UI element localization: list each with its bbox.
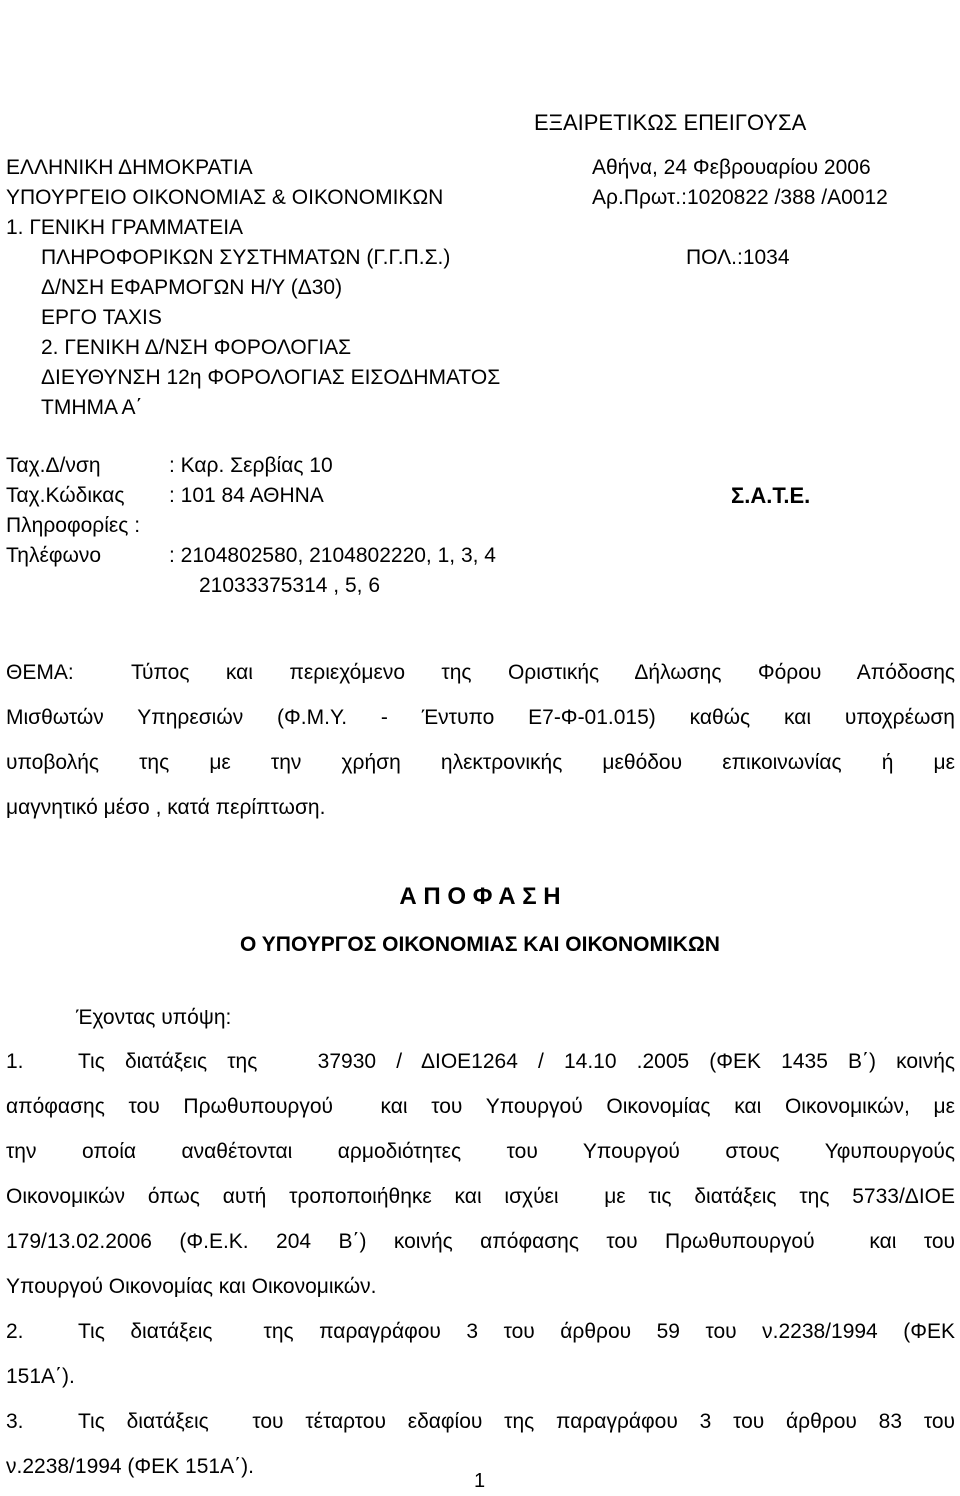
urgency-label: ΕΞΑΙΡΕΤΙΚΩΣ ΕΠΕΙΓΟΥΣΑ bbox=[534, 110, 807, 135]
document-date: Αθήνα, 24 Φεβρουαρίου 2006 bbox=[592, 156, 871, 179]
paragraph-3-line-2: ν.2238/1994 (ΦΕΚ 151Α΄). bbox=[6, 1455, 254, 1478]
phone-value-2: 21033375314 , 5, 6 bbox=[199, 574, 381, 597]
paragraph-1-line-3: την οποία αναθέτονται αρμοδιότητες του Υπουργού στους Υφυπουργούς bbox=[6, 1140, 955, 1163]
page-number: 1 bbox=[474, 1470, 486, 1492]
sender-line-5: Δ/ΝΣΗ ΕΦΑΡΜΟΓΩΝ Η/Υ (Δ30) bbox=[41, 276, 343, 299]
paragraph-1-line-2: απόφασης του Πρωθυπουργού και του Υπουργού Οικονομίας και Οικονομικών, με bbox=[6, 1095, 955, 1118]
postcode-label: Ταχ.Κώδικας bbox=[6, 484, 125, 507]
subject-line-1: Τύπος και περιεχόμενο της Οριστικής Δήλωσης Φόρου Απόδοσης bbox=[131, 661, 955, 684]
subject-line-2: Μισθωτών Υπηρεσιών (Φ.Μ.Υ. - Έντυπο Ε7-Φ-01.015) καθώς και υποχρέωση bbox=[6, 706, 955, 729]
subject-line-3: υποβολής της με την χρήση ηλεκτρονικής μεθόδου επικοινωνίας ή με bbox=[6, 751, 955, 774]
address-label: Ταχ.Δ/νση bbox=[6, 454, 101, 477]
considering-label: Έχοντας υπόψη: bbox=[76, 1006, 232, 1029]
paragraph-2-line-2: 151Α΄). bbox=[6, 1365, 75, 1388]
sender-line-2: ΥΠΟΥΡΓΕΙΟ ΟΙΚΟΝΟΜΙΑΣ & ΟΙΚΟΝΟΜΙΚΩΝ bbox=[6, 186, 444, 209]
phone-value: : 2104802580, 2104802220, 1, 3, 4 bbox=[169, 544, 496, 567]
paragraph-2-number: 2. bbox=[6, 1320, 24, 1343]
subject-label: ΘΕΜΑ: bbox=[6, 661, 74, 684]
paragraph-1-line-6: Υπουργού Οικονομίας και Οικονομικών. bbox=[6, 1275, 377, 1298]
sender-line-4: ΠΛΗΡΟΦΟΡΙΚΩΝ ΣΥΣΤΗΜΑΤΩΝ (Γ.Γ.Π.Σ.) bbox=[41, 246, 451, 269]
paragraph-3-line-1: Τις διατάξεις του τέταρτου εδαφίου της παραγράφου 3 του άρθρου 83 του bbox=[78, 1410, 955, 1433]
pol-number: ΠΟΛ.:1034 bbox=[686, 246, 790, 269]
subject-line-4: μαγνητικό μέσο , κατά περίπτωση. bbox=[6, 796, 326, 819]
paragraph-1-line-5: 179/13.02.2006 (Φ.Ε.Κ. 204 Β΄) κοινής απόφασης του Πρωθυπουργού και του bbox=[6, 1230, 955, 1253]
sender-line-9: ΤΜΗΜΑ Α΄ bbox=[41, 396, 143, 419]
sender-line-3: 1. ΓΕΝΙΚΗ ΓΡΑΜΜΑΤΕΙΑ bbox=[6, 216, 244, 239]
paragraph-1-line-4: Οικονομικών όπως αυτή τροποποιήθηκε και ισχύει με τις διατάξεις της 5733/ΔΙΟΕ bbox=[6, 1185, 955, 1208]
sender-line-8: ΔΙΕΥΘΥΝΣΗ 12η ΦΟΡΟΛΟΓΙΑΣ ΕΙΣΟΔΗΜΑΤΟΣ bbox=[41, 366, 501, 389]
decision-issuer: Ο ΥΠΟΥΡΓΟΣ ΟΙΚΟΝΟΜΙΑΣ ΚΑΙ ΟΙΚΟΝΟΜΙΚΩΝ bbox=[240, 933, 720, 956]
recipient: Σ.Α.Τ.Ε. bbox=[731, 483, 811, 508]
paragraph-2-line-1: Τις διατάξεις της παραγράφου 3 του άρθρου 59 του ν.2238/1994 (ΦΕΚ bbox=[78, 1320, 955, 1343]
protocol-number: Αρ.Πρωτ.:1020822 /388 /Α0012 bbox=[592, 186, 888, 209]
decision-heading: Α Π Ο Φ Α Σ Η bbox=[399, 883, 561, 910]
paragraph-1-number: 1. bbox=[6, 1050, 24, 1073]
sender-line-6: ΕΡΓΟ TAXIS bbox=[41, 306, 162, 329]
phone-label: Τηλέφωνο bbox=[6, 544, 102, 567]
sender-line-7: 2. ΓΕΝΙΚΗ Δ/ΝΣΗ ΦΟΡΟΛΟΓΙΑΣ bbox=[41, 336, 352, 359]
sender-line-1: ΕΛΛΗΝΙΚΗ ΔΗΜΟΚΡΑΤΙΑ bbox=[6, 156, 253, 179]
info-label: Πληροφορίες : bbox=[6, 514, 141, 537]
address-value: : Καρ. Σερβίας 10 bbox=[169, 454, 333, 477]
paragraph-3-number: 3. bbox=[6, 1410, 24, 1433]
paragraph-1-line-1: Τις διατάξεις της 37930 / ΔΙΟΕ1264 / 14.10 .2005 (ΦΕΚ 1435 Β΄) κοινής bbox=[78, 1050, 955, 1073]
postcode-value: : 101 84 ΑΘΗΝΑ bbox=[169, 484, 324, 507]
